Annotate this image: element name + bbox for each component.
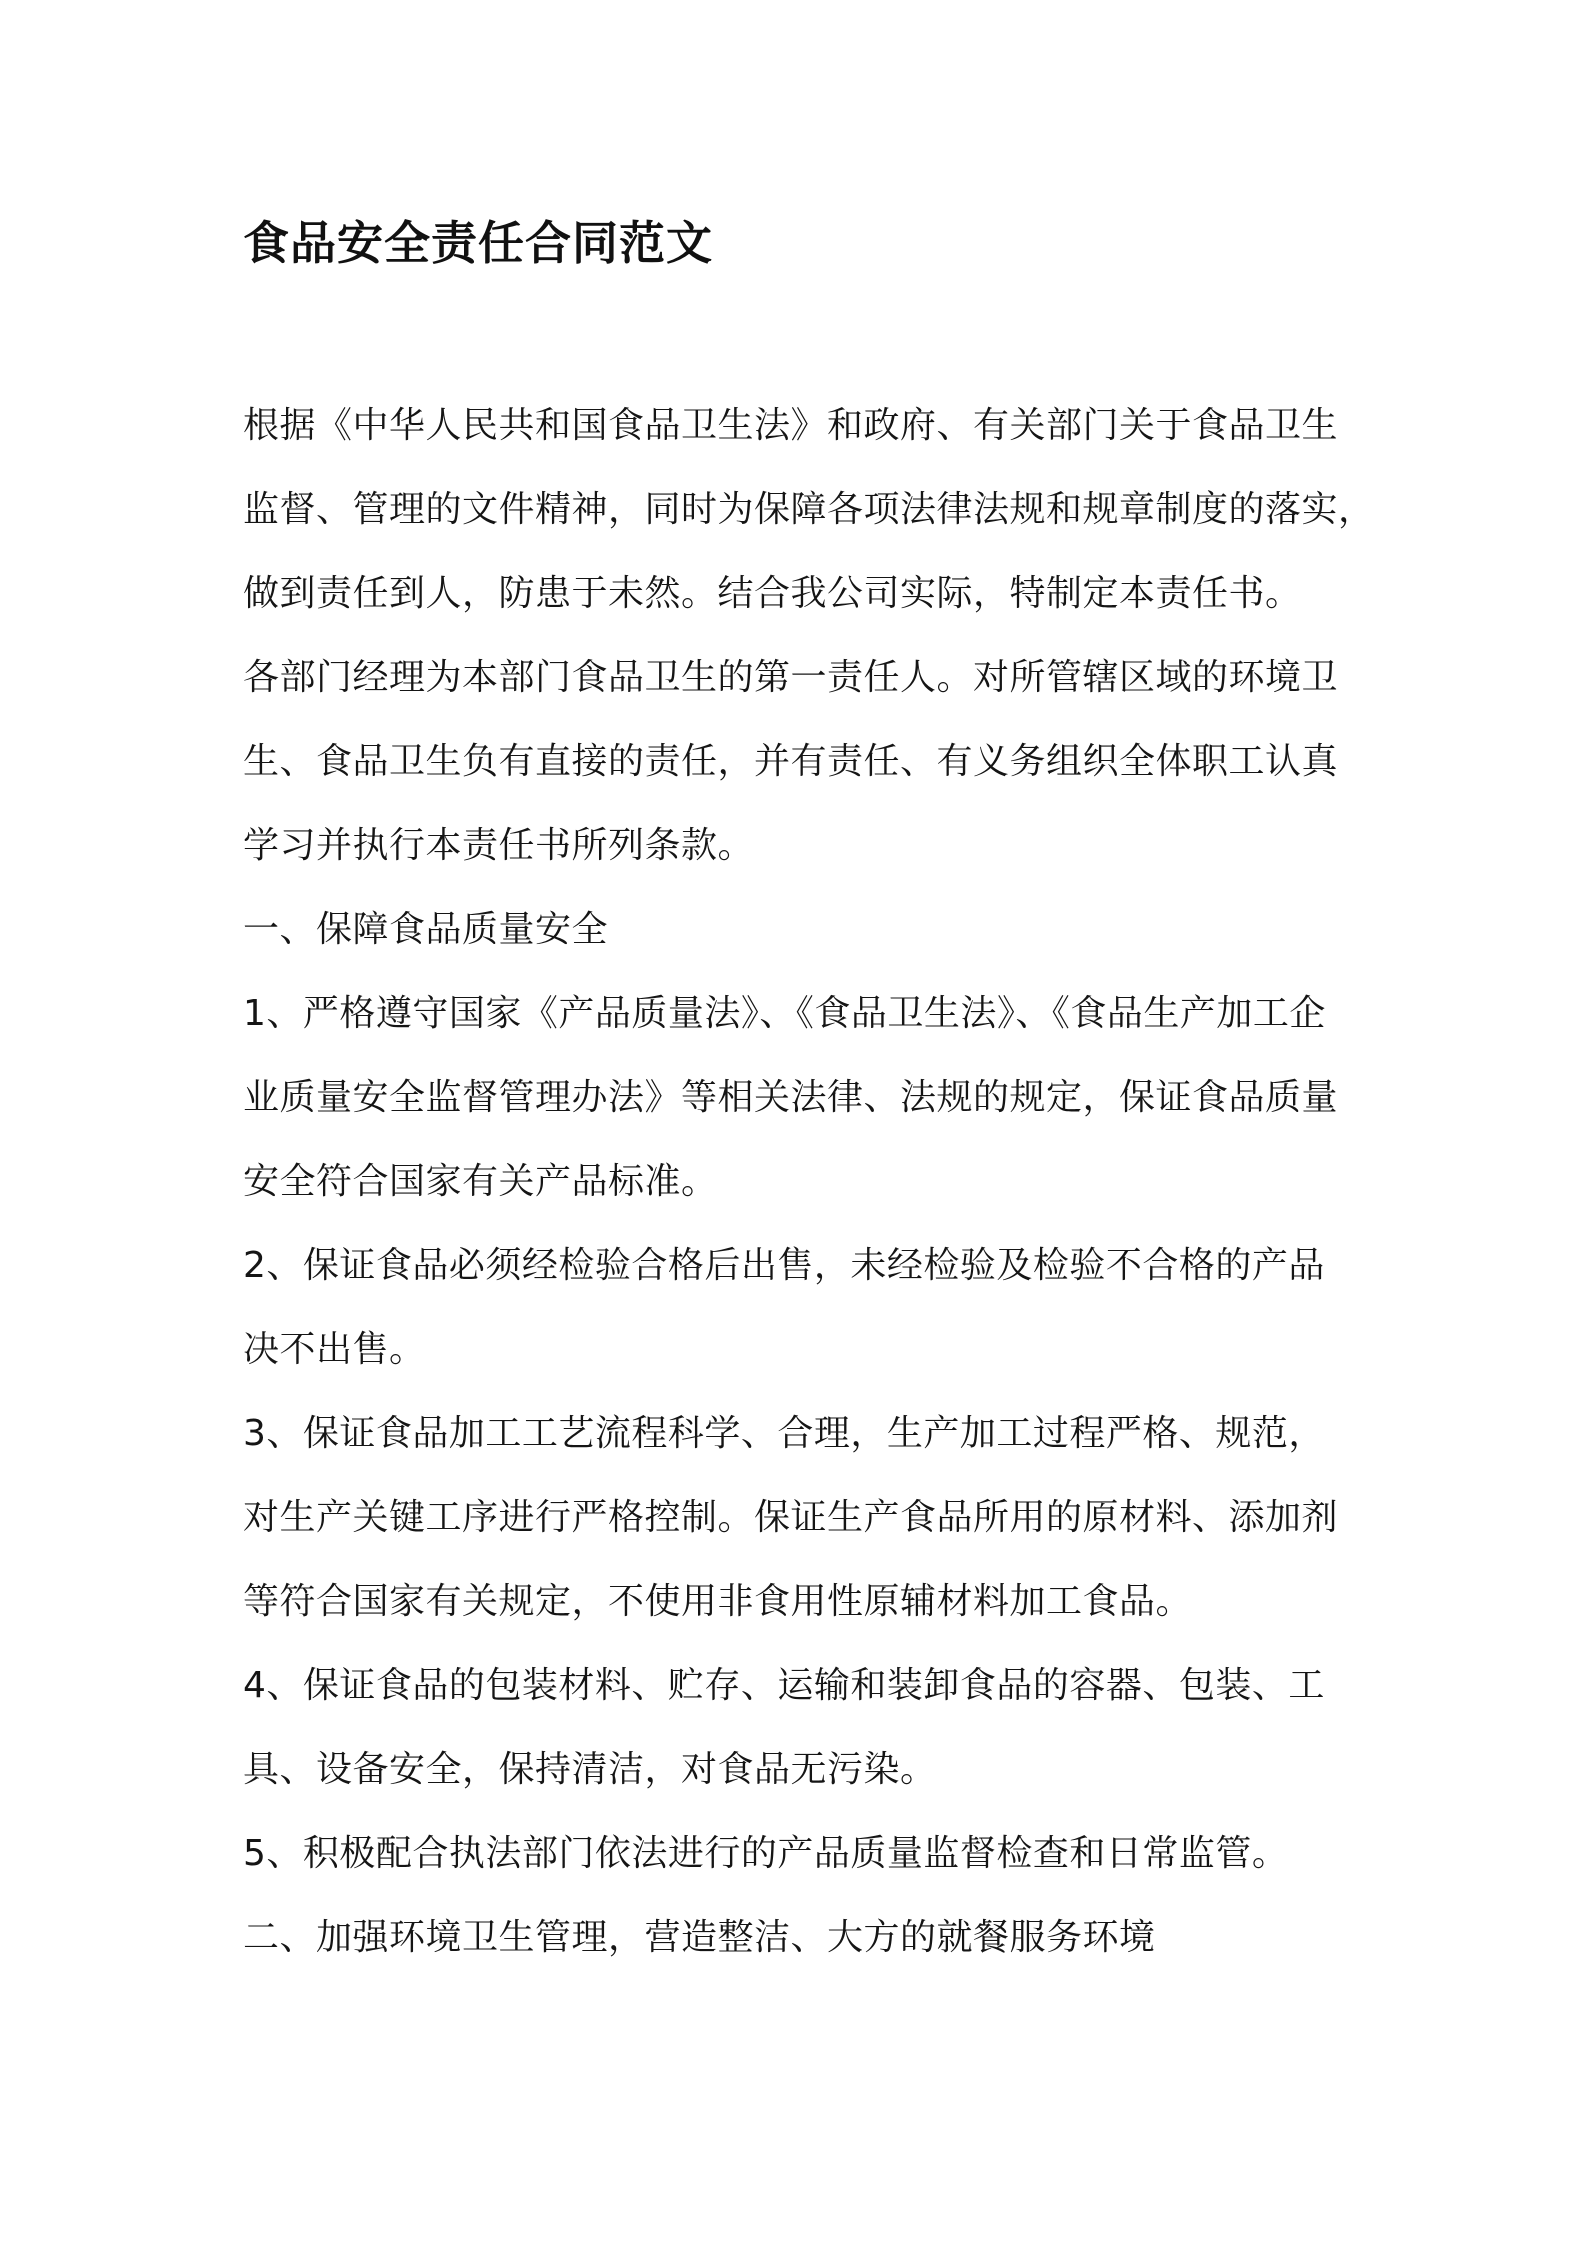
text-line: 等符合国家有关规定，不使用非食用性原辅材料加工食品。 <box>243 1581 1193 1622</box>
text-line: 监督、管理的文件精神，同时为保障各项法律法规和规章制度的落实， <box>243 489 1375 530</box>
text-line: 生、食品卫生负有直接的责任，并有责任、有义务组织全体职工认真 <box>243 741 1339 782</box>
text-line: 决不出售。 <box>243 1329 426 1370</box>
section-heading: 二、加强环境卫生管理，营造整洁、大方的就餐服务环境 <box>243 1917 1156 1958</box>
text-line: 根据《中华人民共和国食品卫生法》和政府、有关部门关于食品卫生 <box>243 405 1339 446</box>
text-line: 1、严格遵守国家《产品质量法》、《食品卫生法》、《食品生产加工企 <box>243 993 1326 1034</box>
document-title: 食品安全责任合同范文 <box>243 216 713 270</box>
text-line: 做到责任到人，防患于未然。结合我公司实际，特制定本责任书。 <box>243 573 1302 614</box>
text-line: 具、设备安全，保持清洁，对食品无污染。 <box>243 1749 937 1790</box>
text-line: 5、积极配合执法部门依法进行的产品质量监督检查和日常监管。 <box>243 1833 1289 1874</box>
text-line: 学习并执行本责任书所列条款。 <box>243 825 755 866</box>
document-body <box>243 405 1375 2001</box>
text-line: 安全符合国家有关产品标准。 <box>243 1161 718 1202</box>
text-line: 3、保证食品加工工艺流程科学、合理，生产加工过程严格、规范， <box>243 1413 1325 1454</box>
text-line: 4、保证食品的包装材料、贮存、运输和装卸食品的容器、包装、工 <box>243 1665 1325 1706</box>
section-heading: 一、保障食品质量安全 <box>243 909 609 950</box>
text-line: 2、保证食品必须经检验合格后出售，未经检验及检验不合格的产品 <box>243 1245 1325 1286</box>
text-line: 各部门经理为本部门食品卫生的第一责任人。对所管辖区域的环境卫 <box>243 657 1339 698</box>
text-line: 业质量安全监督管理办法》等相关法律、法规的规定，保证食品质量 <box>243 1077 1339 1118</box>
text-line: 对生产关键工序进行严格控制。保证生产食品所用的原材料、添加剂 <box>243 1497 1339 1538</box>
